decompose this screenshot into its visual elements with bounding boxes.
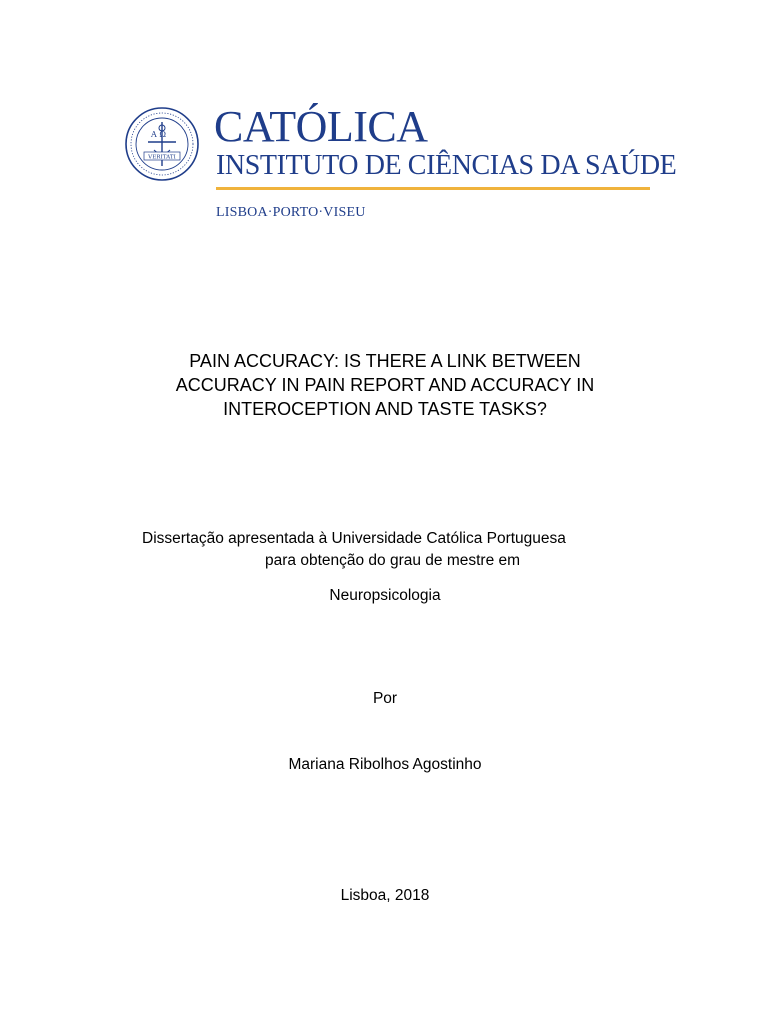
degree-field: Neuropsicologia (329, 587, 441, 604)
thesis-title-line: INTEROCEPTION AND TASTE TASKS? (223, 399, 547, 419)
thesis-title (120, 349, 650, 421)
institute-name: INSTITUTO DE CIÊNCIAS DA SAÚDE (216, 150, 677, 181)
author-name: Mariana Ribolhos Agostinho (288, 756, 482, 773)
thesis-title-line: ACCURACY IN PAIN REPORT AND ACCURACY IN (175, 375, 595, 395)
university-seal-logo (124, 106, 200, 182)
seal-motto: VERITATI (148, 154, 176, 161)
brand-name: CATÓLICA (214, 102, 428, 151)
place-and-date: Lisboa, 2018 (340, 887, 430, 904)
dissertation-statement-line-2: para obtenção do grau de mestre em (265, 552, 521, 569)
accent-divider (216, 187, 650, 190)
thesis-title-line: PAIN ACCURACY: IS THERE A LINK BETWEEN (189, 351, 581, 371)
campus-list: LISBOA·PORTO·VISEU (216, 205, 366, 220)
dissertation-statement-line-1: Dissertação apresentada à Universidade Católica Portuguesa (142, 530, 566, 547)
by-label: Por (372, 690, 398, 707)
seal-top-letters: A Ω (151, 130, 166, 139)
